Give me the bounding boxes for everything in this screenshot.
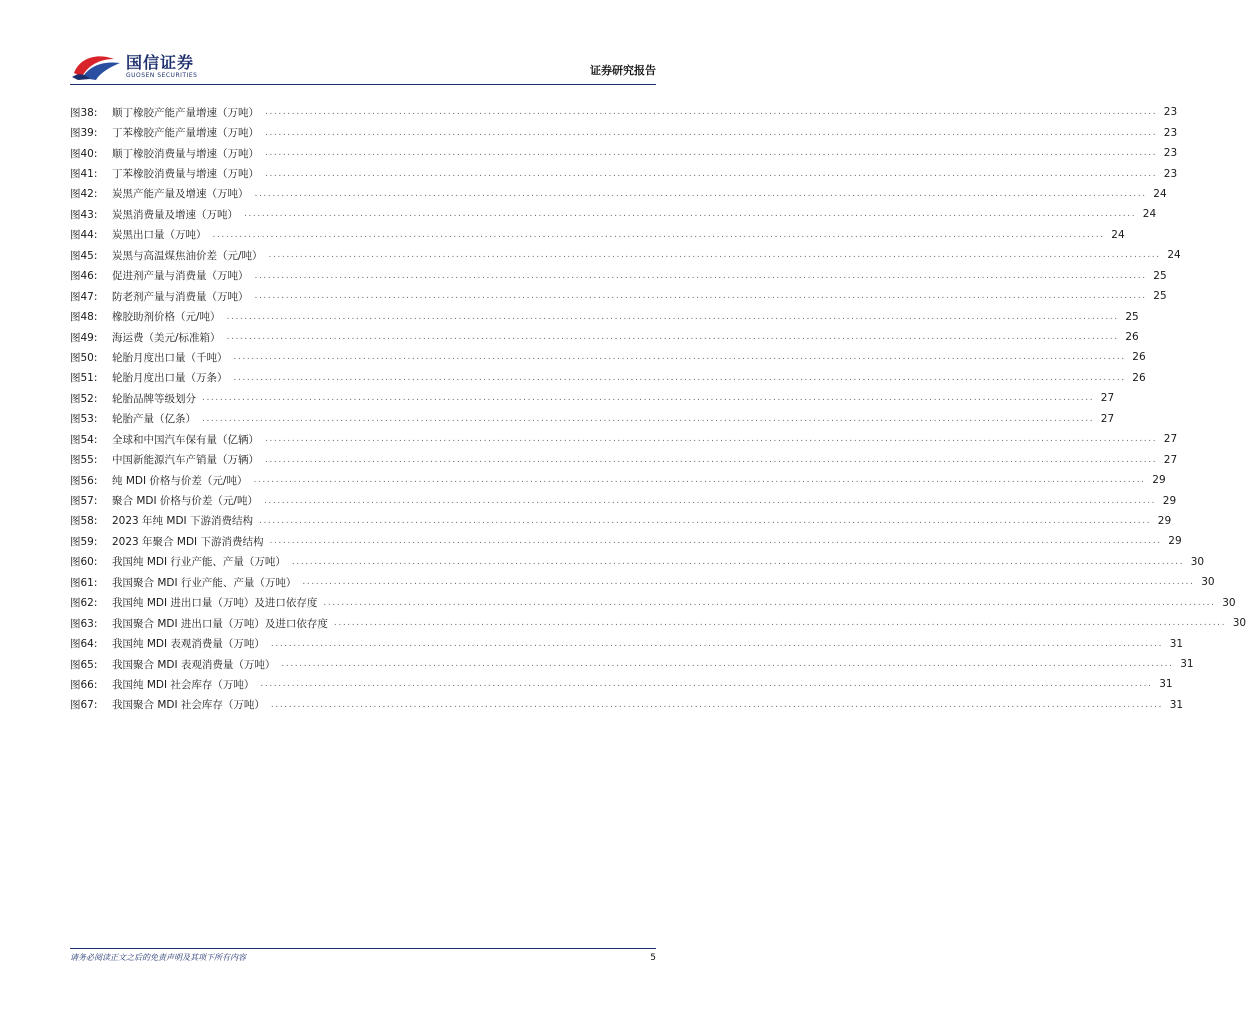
disclaimer-note: 请务必阅读正文之后的免责声明及其项下所有内容	[70, 953, 246, 962]
toc-figure-number: 图65:	[70, 658, 98, 671]
toc-figure-title: 顺丁橡胶消费量与增速（万吨）	[112, 147, 259, 160]
toc-figure-title: 炭黑产能产量及增速（万吨）	[112, 188, 249, 201]
toc-entry[interactable]	[70, 695, 1184, 715]
toc-figure-title: 我国聚合 MDI 表观消费量（万吨）	[112, 658, 276, 671]
toc-figure-title: 2023 年纯 MDI 下游消费结构	[112, 515, 253, 528]
toc-figure-number: 图50:	[70, 351, 98, 364]
toc-entry[interactable]	[70, 552, 1205, 572]
toc-entry[interactable]	[70, 429, 1178, 449]
toc-figure-number: 图51:	[70, 372, 98, 385]
toc-dot-leader: ........................................................................................................................................................................................................	[268, 250, 1161, 261]
toc-figure-title: 全球和中国汽车保有量（亿辆）	[112, 433, 259, 446]
footer-divider	[70, 948, 656, 949]
toc-figure-number: 图62:	[70, 597, 98, 610]
toc-figure-number: 图43:	[70, 208, 98, 221]
toc-dot-leader: ........................................................................................................................................................................................................	[233, 372, 1126, 383]
toc-page-number: 24	[1153, 187, 1167, 200]
toc-figure-title: 中国新能源汽车产销量（万辆）	[112, 454, 259, 467]
toc-page-number: 30	[1222, 596, 1236, 609]
toc-figure-title: 海运费（美元/标准箱）	[112, 331, 221, 344]
toc-entry[interactable]	[70, 490, 1177, 510]
toc-figure-number: 图45:	[70, 249, 98, 262]
toc-figure-number: 图64:	[70, 638, 98, 651]
toc-dot-leader: ........................................................................................................................................................................................................	[265, 107, 1158, 118]
toc-figure-number: 图60:	[70, 556, 98, 569]
toc-entry[interactable]	[70, 143, 1178, 163]
toc-entry[interactable]	[70, 204, 1157, 224]
toc-entry[interactable]	[70, 449, 1178, 469]
toc-figure-number: 图53:	[70, 413, 98, 426]
toc-dot-leader: ........................................................................................................................................................................................................	[291, 556, 1185, 567]
guosen-logo-mark-icon	[70, 51, 122, 81]
toc-dot-leader: ........................................................................................................................................................................................................	[226, 332, 1119, 343]
toc-entry[interactable]	[70, 245, 1181, 265]
toc-dot-leader: ........................................................................................................................................................................................................	[265, 127, 1158, 138]
toc-entry[interactable]	[70, 327, 1139, 347]
toc-dot-leader: ........................................................................................................................................................................................................	[265, 454, 1158, 465]
toc-page-number: 24	[1111, 228, 1125, 241]
toc-entry[interactable]	[70, 306, 1139, 326]
toc-dot-leader: ........................................................................................................................................................................................................	[333, 618, 1227, 629]
toc-entry[interactable]	[70, 163, 1178, 183]
toc-page-number: 24	[1142, 208, 1157, 221]
toc-figure-title: 轮胎产量（亿条）	[112, 413, 196, 426]
toc-figure-title: 2023 年聚合 MDI 下游消费结构	[112, 535, 264, 548]
toc-figure-number: 图46:	[70, 270, 98, 283]
toc-figure-number: 图49:	[70, 331, 98, 344]
toc-figure-title: 我国纯 MDI 行业产能、产量（万吨）	[112, 556, 286, 569]
toc-page-number: 26	[1132, 351, 1146, 364]
toc-page-number: 23	[1163, 106, 1178, 119]
header-divider	[70, 84, 656, 85]
toc-figure-number: 图48:	[70, 311, 98, 324]
figure-list	[70, 102, 1246, 715]
toc-dot-leader: ........................................................................................................................................................................................................	[281, 659, 1174, 670]
toc-entry[interactable]	[70, 368, 1146, 388]
toc-dot-leader: ........................................................................................................................................................................................................	[323, 597, 1216, 608]
toc-page-number: 31	[1169, 698, 1184, 711]
toc-figure-title: 轮胎月度出口量（千吨）	[112, 351, 228, 364]
toc-dot-leader: ........................................................................................................................................................................................................	[202, 413, 1095, 424]
toc-figure-title: 炭黑与高温煤焦油价差（元/吨）	[112, 249, 263, 262]
page-number: 5	[650, 953, 656, 963]
toc-page-number: 30	[1201, 576, 1215, 589]
toc-dot-leader: ........................................................................................................................................................................................................	[244, 209, 1137, 220]
toc-page-number: 24	[1167, 249, 1181, 262]
toc-figure-number: 图52:	[70, 392, 98, 405]
toc-entry[interactable]	[70, 102, 1178, 122]
logo-english-name: GUOSEN SECURITIES	[126, 72, 198, 79]
toc-entry[interactable]	[70, 286, 1167, 306]
report-type-label: 证券研究报告	[590, 64, 656, 77]
toc-figure-number: 图38:	[70, 106, 98, 119]
toc-figure-number: 图58:	[70, 515, 98, 528]
toc-dot-leader: ........................................................................................................................................................................................................	[258, 515, 1152, 526]
toc-figure-number: 图47:	[70, 290, 98, 303]
toc-entry[interactable]	[70, 388, 1115, 408]
toc-figure-number: 图66:	[70, 678, 98, 691]
toc-figure-title: 我国聚合 MDI 进出口量（万吨）及进口依存度	[112, 617, 328, 630]
toc-entry[interactable]	[70, 674, 1173, 694]
toc-dot-leader: ........................................................................................................................................................................................................	[269, 536, 1162, 547]
toc-figure-title: 我国纯 MDI 表观消费量（万吨）	[112, 638, 265, 651]
toc-entry[interactable]	[70, 347, 1146, 367]
toc-entry[interactable]	[70, 654, 1194, 674]
toc-page-number: 25	[1125, 310, 1139, 323]
toc-dot-leader: ........................................................................................................................................................................................................	[212, 229, 1105, 240]
toc-figure-number: 图39:	[70, 127, 98, 140]
toc-figure-number: 图44:	[70, 229, 98, 242]
toc-page-number: 25	[1153, 290, 1167, 303]
toc-figure-number: 图67:	[70, 699, 98, 712]
toc-entry[interactable]	[70, 633, 1184, 653]
toc-figure-title: 纯 MDI 价格与价差（元/吨）	[112, 474, 248, 487]
toc-dot-leader: ........................................................................................................................................................................................................	[270, 638, 1164, 649]
toc-figure-number: 图56:	[70, 474, 98, 487]
toc-figure-title: 丁苯橡胶产能产量增速（万吨）	[112, 127, 259, 140]
toc-figure-title: 炭黑出口量（万吨）	[112, 229, 207, 242]
toc-dot-leader: ........................................................................................................................................................................................................	[302, 577, 1195, 588]
toc-dot-leader: ........................................................................................................................................................................................................	[254, 270, 1147, 281]
toc-entry[interactable]	[70, 122, 1178, 142]
toc-figure-number: 图54:	[70, 433, 98, 446]
logo-chinese-name: 国信证券	[126, 53, 195, 72]
toc-entry[interactable]	[70, 511, 1172, 531]
toc-dot-leader: ........................................................................................................................................................................................................	[265, 168, 1158, 179]
page-header	[70, 48, 656, 86]
toc-entry[interactable]	[70, 593, 1236, 613]
toc-page-number: 26	[1125, 331, 1139, 344]
toc-figure-number: 图59:	[70, 535, 98, 548]
toc-page-number: 23	[1163, 147, 1178, 160]
toc-figure-number: 图40:	[70, 147, 98, 160]
toc-figure-title: 轮胎月度出口量（万条）	[112, 372, 228, 385]
toc-dot-leader: ........................................................................................................................................................................................................	[226, 311, 1119, 322]
toc-dot-leader: ........................................................................................................................................................................................................	[254, 291, 1147, 302]
toc-page-number: 27	[1163, 433, 1178, 446]
toc-page-number: 30	[1190, 555, 1205, 568]
toc-page-number: 25	[1153, 269, 1167, 282]
toc-page-number: 29	[1168, 535, 1182, 548]
toc-figure-number: 图55:	[70, 454, 98, 467]
toc-page-number: 29	[1152, 474, 1166, 487]
toc-dot-leader: ........................................................................................................................................................................................................	[270, 699, 1164, 710]
toc-figure-number: 图63:	[70, 617, 98, 630]
toc-entry[interactable]	[70, 184, 1167, 204]
toc-page-number: 26	[1132, 371, 1146, 384]
toc-figure-title: 促进剂产量与消费量（万吨）	[112, 270, 249, 283]
toc-page-number: 31	[1180, 658, 1194, 671]
toc-page-number: 27	[1163, 453, 1178, 466]
toc-page-number: 31	[1169, 637, 1184, 650]
toc-entry[interactable]	[70, 409, 1115, 429]
toc-page-number: 23	[1163, 126, 1178, 139]
toc-figure-title: 防老剂产量与消费量（万吨）	[112, 290, 249, 303]
toc-dot-leader: ........................................................................................................................................................................................................	[265, 434, 1158, 445]
toc-figure-title: 我国纯 MDI 社会库存（万吨）	[112, 678, 255, 691]
toc-figure-title: 炭黑消费量及增速（万吨）	[112, 208, 238, 221]
toc-entry[interactable]	[70, 531, 1182, 551]
toc-figure-number: 图61:	[70, 576, 98, 589]
toc-figure-title: 聚合 MDI 价格与价差（元/吨）	[112, 495, 258, 508]
toc-figure-title: 我国纯 MDI 进出口量（万吨）及进口依存度	[112, 597, 318, 610]
toc-page-number: 29	[1157, 514, 1172, 527]
toc-figure-title: 丁苯橡胶消费量与增速（万吨）	[112, 168, 259, 181]
toc-dot-leader: ........................................................................................................................................................................................................	[263, 495, 1157, 506]
toc-entry[interactable]	[70, 572, 1215, 592]
toc-entry[interactable]	[70, 266, 1167, 286]
toc-dot-leader: ........................................................................................................................................................................................................	[202, 393, 1095, 404]
toc-dot-leader: ........................................................................................................................................................................................................	[253, 475, 1146, 486]
toc-figure-number: 图42:	[70, 188, 98, 201]
toc-figure-title: 顺丁橡胶产能产量增速（万吨）	[112, 106, 259, 119]
toc-figure-title: 我国聚合 MDI 行业产能、产量（万吨）	[112, 576, 297, 589]
toc-page-number: 30	[1232, 617, 1246, 630]
toc-figure-title: 我国聚合 MDI 社会库存（万吨）	[112, 699, 265, 712]
toc-entry[interactable]	[70, 470, 1166, 490]
toc-dot-leader: ........................................................................................................................................................................................................	[265, 148, 1158, 159]
toc-dot-leader: ........................................................................................................................................................................................................	[260, 679, 1153, 690]
toc-page-number: 27	[1100, 392, 1115, 405]
toc-entry[interactable]	[70, 225, 1125, 245]
toc-dot-leader: ........................................................................................................................................................................................................	[254, 188, 1147, 199]
toc-page-number: 27	[1100, 412, 1115, 425]
toc-entry[interactable]	[70, 613, 1246, 633]
toc-figure-title: 轮胎品牌等级划分	[112, 392, 196, 405]
toc-dot-leader: ........................................................................................................................................................................................................	[233, 352, 1126, 363]
toc-page-number: 31	[1159, 678, 1173, 691]
toc-figure-number: 图41:	[70, 168, 98, 181]
toc-figure-number: 图57:	[70, 495, 98, 508]
toc-page-number: 23	[1163, 167, 1178, 180]
toc-page-number: 29	[1162, 494, 1177, 507]
toc-figure-title: 橡胶助剂价格（元/吨）	[112, 311, 221, 324]
guosen-logo	[70, 48, 200, 84]
